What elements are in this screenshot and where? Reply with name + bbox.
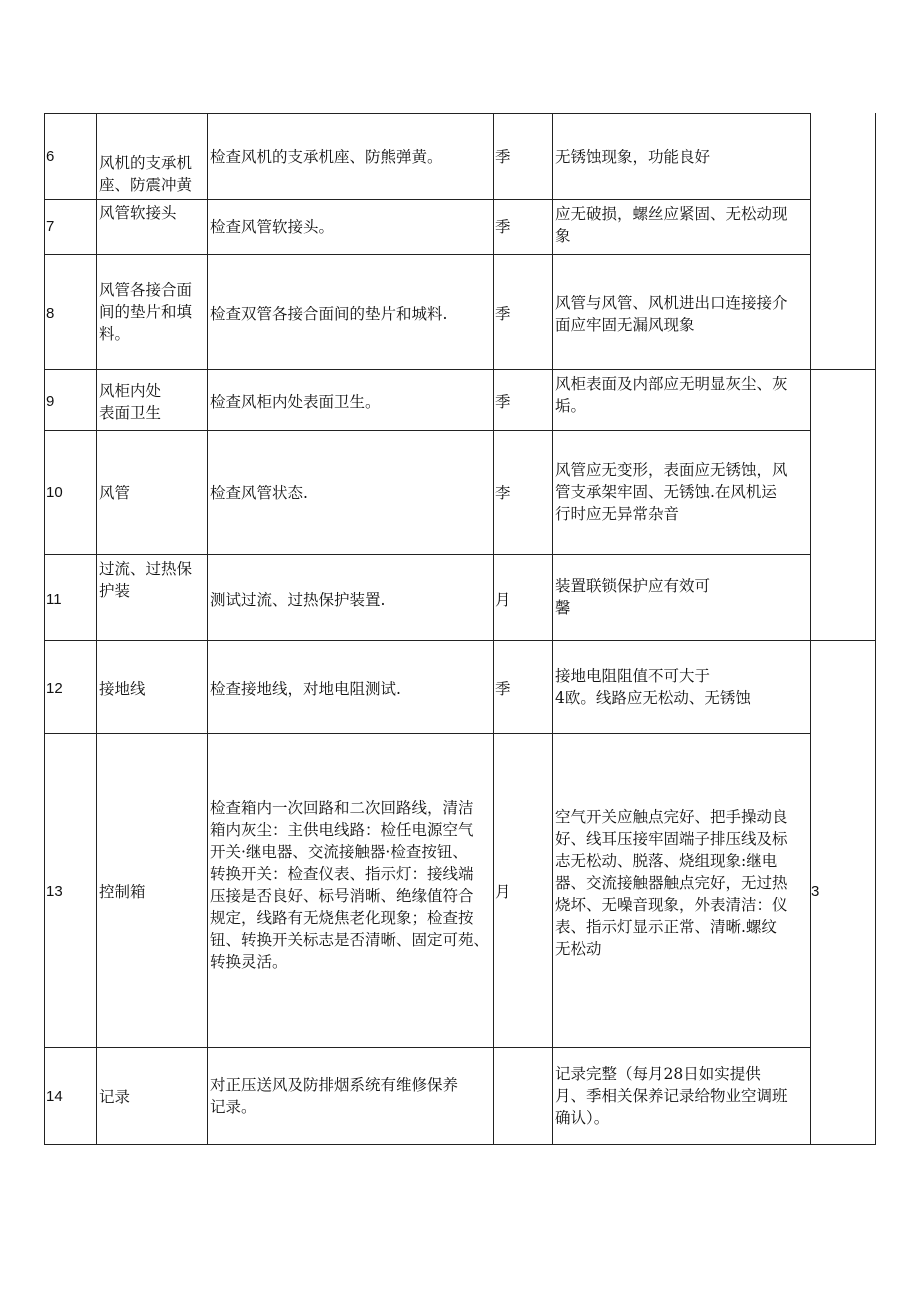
item-cell: 风机的支承机 座、防震冲黄	[99, 154, 193, 194]
cycle-cell: 季	[495, 148, 511, 166]
standard-cell: 风柜表面及内部应无明显灰尘、灰 垢。	[555, 375, 788, 415]
table-rule	[44, 640, 810, 641]
table-rule	[810, 369, 875, 370]
row-number: 9	[46, 393, 55, 410]
standard-cell: 装置联锁保护应有效可 馨	[555, 577, 711, 617]
table-rule	[552, 113, 553, 1145]
standard-cell: 应无破损，螺丝应紧固、无松动现 象	[555, 205, 788, 245]
item-cell: 记录	[99, 1088, 131, 1106]
table-rule	[44, 733, 810, 734]
content-cell: 检查箱内一次回路和二次回路线，清洁 箱内灰尘：主供电线路：检任电源空气 开关·继电器、交流接触器·检查按钮、 转换开关：检查仪表、指示灯：接线端 压接是否良好、标号消晰、绝缘值符合 规定，线路有无烧焦老化现象；检查按 钮、转换开关标志是否清晰、固定可苑、 转换灵活。	[210, 799, 490, 971]
cycle-cell: 季	[495, 305, 511, 323]
item-cell: 风管各接合面 间的垫片和填 料。	[99, 281, 193, 343]
table-rule	[44, 369, 810, 370]
cycle-cell: 月	[495, 591, 511, 609]
item-cell: 接地线	[99, 680, 146, 698]
item-cell: 控制箱	[99, 883, 146, 901]
content-cell: 对正压送风及防排烟系统有维修保养 记录。	[210, 1076, 459, 1116]
row-number: 11	[46, 591, 62, 608]
table-rule	[44, 1047, 810, 1048]
table-rule	[44, 1144, 875, 1145]
content-cell: 测试过流、过热保护装置.	[210, 591, 386, 609]
content-cell: 检查风管状态.	[210, 484, 308, 502]
table-rule	[207, 113, 208, 1145]
content-cell: 检查风机的支承机座、防熊弹黄。	[210, 148, 443, 166]
cycle-cell: 月	[495, 883, 511, 901]
table-rule	[96, 113, 97, 1145]
table-rule	[810, 113, 811, 1145]
standard-cell: 接地电阻阻值不可大于 4欧。线路应无松动、无锈蚀	[555, 667, 751, 707]
content-cell: 检查双管各接合面间的垫片和城料.	[210, 305, 448, 323]
cycle-cell: 李	[495, 484, 511, 502]
table-rule	[44, 254, 810, 255]
row-number: 14	[46, 1088, 63, 1105]
item-cell: 风管	[99, 484, 131, 502]
row-number: 12	[46, 680, 63, 697]
table-rule	[44, 430, 810, 431]
item-cell: 风柜内处 表面卫生	[99, 382, 162, 422]
row-number: 6	[46, 148, 55, 165]
table-rule	[493, 113, 494, 1145]
content-cell: 检查风管软接头。	[210, 218, 335, 236]
table-rule	[810, 640, 875, 641]
standard-cell: 无锈蚀现象，功能良好	[555, 148, 711, 166]
standard-cell: 记录完整（每月28日如实提供 月、季相关保养记录给物业空调班 确认）。	[555, 1065, 788, 1127]
cycle-cell: 季	[495, 680, 511, 698]
standard-cell: 风管与风管、风机进出口连接接介 面应牢固无漏风现象	[555, 294, 788, 334]
row-number: 10	[46, 484, 63, 501]
table-rule	[44, 113, 45, 1145]
row-number: 7	[46, 218, 55, 235]
row-number: 8	[46, 305, 55, 322]
item-cell: 过流、过热保 护装	[99, 560, 193, 600]
table-rule	[875, 113, 876, 1145]
cycle-cell: 季	[495, 218, 511, 236]
overflow-mark: 3	[811, 883, 820, 900]
table-rule	[44, 113, 810, 114]
item-cell: 风管软接头	[99, 204, 177, 222]
table-rule	[44, 554, 810, 555]
content-cell: 检查风柜内处表面卫生。	[210, 393, 381, 411]
content-cell: 检查接地线，对地电阻测试.	[210, 680, 401, 698]
standard-cell: 空气开关应触点完好、把手操动良 好、线耳压接牢固端子排压线及标 志无松动、脱落、烧组现象:继电 器、交流接触器触点完好，无过热 烧坏、无噪音现象，外表清洁：仪 表、指示灯显示正常、清晰.螺纹 无松动	[555, 808, 788, 958]
table-rule	[44, 199, 810, 200]
cycle-cell: 季	[495, 393, 511, 411]
row-number: 13	[46, 883, 63, 900]
standard-cell: 风管应无变形，表面应无锈蚀，风 管支承架牢固、无锈蚀.在风机运 行时应无异常杂音	[555, 461, 788, 523]
